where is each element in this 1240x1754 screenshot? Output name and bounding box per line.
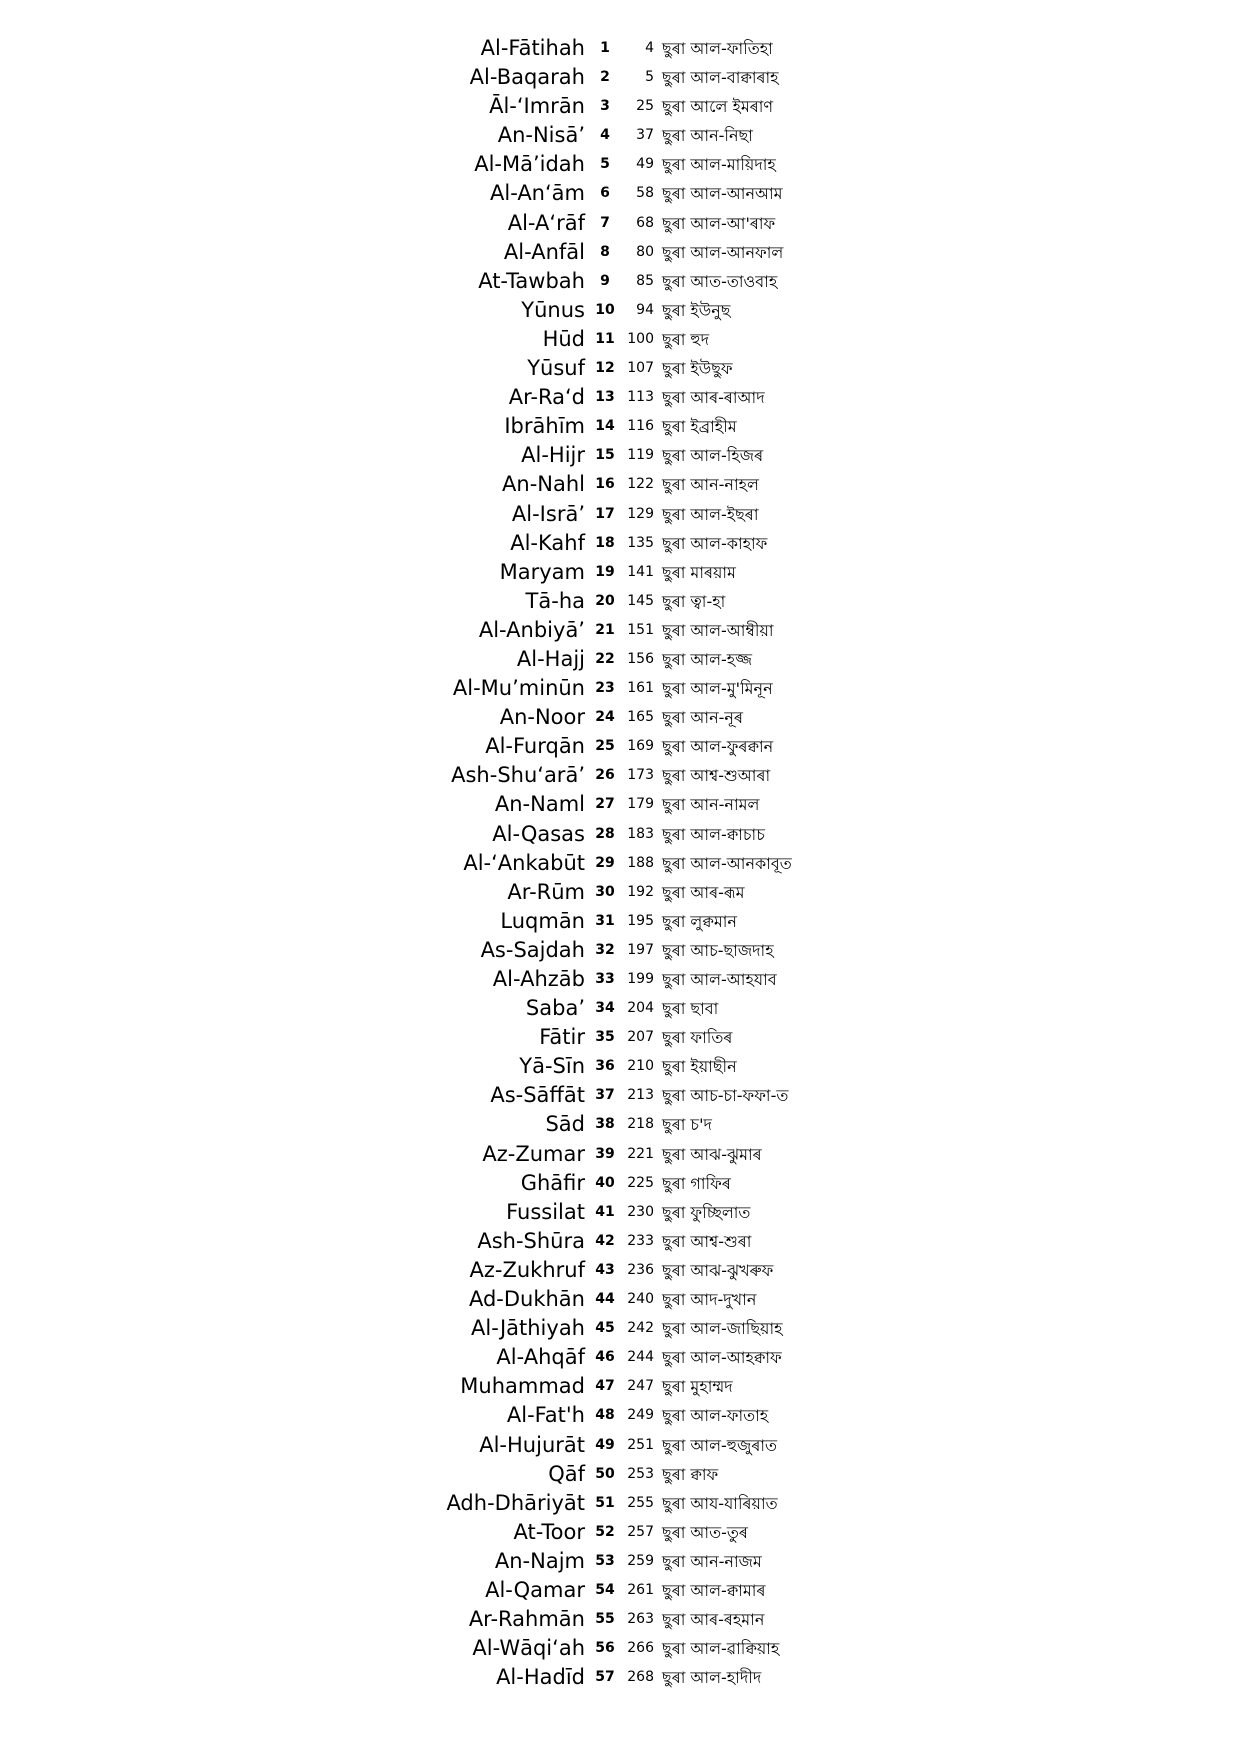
index-row bbox=[0, 1372, 1240, 1401]
surah-name: Al-Qasas bbox=[492, 821, 585, 846]
index-row bbox=[0, 1518, 1240, 1547]
index-row bbox=[0, 209, 1240, 238]
page-number: 253 bbox=[627, 1465, 654, 1482]
surah-number: 34 bbox=[595, 1000, 615, 1017]
page-number: 251 bbox=[627, 1436, 654, 1453]
surah-local-name: ছুৰা লুক্বমান bbox=[662, 911, 737, 931]
surah-number: 48 bbox=[595, 1407, 615, 1424]
surah-number: 41 bbox=[595, 1203, 615, 1220]
surah-number: 42 bbox=[595, 1232, 615, 1249]
page-number: 151 bbox=[627, 621, 654, 638]
surah-name: Al-Anbiyā’ bbox=[478, 617, 585, 642]
surah-name: Saba’ bbox=[525, 996, 585, 1021]
index-row bbox=[0, 1023, 1240, 1052]
surah-name: Fātir bbox=[539, 1025, 585, 1050]
surah-name: Al-Hadīd bbox=[496, 1665, 585, 1690]
page-number: 225 bbox=[627, 1174, 654, 1191]
surah-number: 37 bbox=[595, 1087, 615, 1104]
page-number: 129 bbox=[627, 505, 654, 522]
surah-number: 19 bbox=[595, 563, 615, 580]
index-row bbox=[0, 616, 1240, 645]
page-number: 161 bbox=[627, 680, 654, 697]
surah-local-name: ছুৰা ত্বা-হা bbox=[662, 591, 726, 611]
surah-name: Ar-Rahmān bbox=[468, 1607, 585, 1632]
index-row bbox=[0, 645, 1240, 674]
index-row bbox=[0, 1401, 1240, 1430]
surah-local-name: ছুৰা আলে ইমৰাণ bbox=[662, 97, 774, 117]
index-row bbox=[0, 1489, 1240, 1518]
surah-name: Al-Ahqāf bbox=[496, 1345, 585, 1370]
page-number: 210 bbox=[627, 1058, 654, 1075]
surah-number: 22 bbox=[595, 650, 615, 667]
index-row bbox=[0, 150, 1240, 179]
surah-number: 16 bbox=[595, 476, 615, 493]
surah-number: 10 bbox=[595, 301, 615, 318]
page-number: 173 bbox=[627, 767, 654, 784]
surah-local-name: ছুৰা আল-ফাতিহা bbox=[662, 39, 773, 58]
surah-number: 28 bbox=[595, 825, 615, 842]
index-row bbox=[0, 965, 1240, 994]
surah-local-name: ছুৰা আল-ক্বাচাচ bbox=[662, 824, 765, 844]
surah-local-name: ছুৰা আল-আনআম bbox=[662, 184, 783, 204]
index-row bbox=[0, 674, 1240, 703]
surah-local-name: ছুৰা আল-মু'মিনূন bbox=[662, 679, 773, 699]
surah-name: Fussilat bbox=[506, 1199, 585, 1224]
page-number: 255 bbox=[627, 1494, 654, 1511]
surah-number: 32 bbox=[595, 941, 615, 958]
surah-number: 26 bbox=[595, 767, 615, 784]
index-row bbox=[0, 790, 1240, 819]
page-number: 145 bbox=[627, 592, 654, 609]
page-number: 116 bbox=[627, 418, 654, 435]
surah-local-name: ছুৰা আচ-ছাজদাহ bbox=[662, 940, 774, 960]
index-row bbox=[0, 703, 1240, 732]
index-row bbox=[0, 936, 1240, 965]
surah-number: 11 bbox=[595, 330, 615, 347]
index-row bbox=[0, 907, 1240, 936]
surah-name: Al-Kahf bbox=[510, 530, 585, 555]
surah-name: Al-Fat'h bbox=[506, 1403, 585, 1428]
surah-local-name: ছুৰা ক্বাফ bbox=[662, 1464, 719, 1484]
surah-name: Al-An‘ām bbox=[490, 181, 585, 206]
index-row bbox=[0, 470, 1240, 499]
surah-number: 14 bbox=[595, 418, 615, 435]
surah-local-name: ছুৰা ইউনুছ bbox=[662, 300, 731, 320]
surah-name: Al-A‘rāf bbox=[507, 210, 585, 235]
surah-number: 52 bbox=[595, 1523, 615, 1540]
surah-name: Muhammad bbox=[460, 1374, 585, 1399]
index-row bbox=[0, 1110, 1240, 1139]
surah-number: 5 bbox=[600, 156, 610, 173]
page-number: 4 bbox=[645, 40, 654, 56]
page-number: 249 bbox=[627, 1407, 654, 1424]
surah-number: 7 bbox=[600, 214, 610, 231]
surah-name: Az-Zumar bbox=[482, 1141, 585, 1166]
surah-name: Az-Zukhruf bbox=[469, 1257, 585, 1282]
surah-name: Ash-Shūra bbox=[477, 1228, 585, 1253]
surah-local-name: ছুৰা আল-হুজুৰাত bbox=[662, 1435, 777, 1455]
index-row bbox=[0, 732, 1240, 761]
index-row bbox=[0, 500, 1240, 529]
surah-local-name: ছুৰা ইউছুফ bbox=[662, 359, 733, 379]
index-row bbox=[0, 179, 1240, 208]
surah-number: 24 bbox=[595, 709, 615, 726]
page-number: 122 bbox=[627, 476, 654, 493]
surah-name: Qāf bbox=[548, 1461, 585, 1486]
surah-name: Ibrāhīm bbox=[504, 414, 585, 439]
surah-local-name: ছুৰা চ'দ bbox=[662, 1115, 712, 1135]
surah-name: Yā-Sīn bbox=[519, 1054, 585, 1079]
surah-number: 27 bbox=[595, 796, 615, 813]
page-number: 218 bbox=[627, 1116, 654, 1133]
surah-local-name: ছুৰা আচ-চা-ফফা-ত bbox=[662, 1086, 789, 1106]
page-number: 58 bbox=[636, 185, 654, 202]
surah-number: 31 bbox=[595, 912, 615, 929]
index-row bbox=[0, 1343, 1240, 1372]
page-number: 199 bbox=[627, 971, 654, 987]
surah-number: 17 bbox=[595, 505, 615, 522]
page-number: 213 bbox=[627, 1087, 654, 1104]
page-number: 263 bbox=[627, 1611, 654, 1628]
index-row bbox=[0, 1634, 1240, 1663]
index-row bbox=[0, 1576, 1240, 1605]
surah-name: Yūnus bbox=[521, 297, 585, 322]
surah-local-name: ছুৰা আল-ক্বামাৰ bbox=[662, 1580, 766, 1600]
surah-number: 29 bbox=[595, 854, 615, 871]
surah-number: 38 bbox=[595, 1116, 615, 1133]
index-row bbox=[0, 529, 1240, 558]
index-row bbox=[0, 238, 1240, 267]
index-row bbox=[0, 558, 1240, 587]
page-number: 244 bbox=[627, 1349, 654, 1366]
surah-number: 57 bbox=[595, 1669, 615, 1686]
surah-number: 6 bbox=[600, 185, 610, 202]
page-number: 188 bbox=[627, 854, 654, 871]
surah-name: An-Noor bbox=[499, 705, 585, 730]
surah-name: An-Nisā’ bbox=[497, 123, 585, 148]
surah-local-name: ছুৰা আল-বাক্বাৰাহ bbox=[662, 68, 779, 88]
index-row bbox=[0, 1198, 1240, 1227]
surah-local-name: ছুৰা আৰ-ৰাআদ bbox=[662, 388, 765, 408]
surah-local-name: ছুৰা আল-আহক্বাফ bbox=[662, 1348, 782, 1368]
surah-number: 23 bbox=[595, 680, 615, 697]
surah-number: 56 bbox=[595, 1640, 615, 1657]
surah-local-name: ছুৰা আদ-দুখান bbox=[662, 1290, 757, 1310]
index-row bbox=[0, 1605, 1240, 1634]
page-number: 230 bbox=[627, 1203, 654, 1220]
surah-number: 45 bbox=[595, 1320, 615, 1337]
surah-local-name: ছুৰা আল-কাহাফ bbox=[662, 533, 768, 553]
surah-name: Al-Hajj bbox=[516, 646, 585, 671]
surah-number: 33 bbox=[595, 971, 615, 987]
surah-local-name: ছুৰা আল-আহযাব bbox=[662, 970, 777, 989]
page-number: 80 bbox=[636, 243, 654, 260]
surah-number: 44 bbox=[595, 1291, 615, 1308]
surah-name: Tā-ha bbox=[525, 588, 585, 613]
index-row bbox=[0, 849, 1240, 878]
surah-number: 50 bbox=[595, 1465, 615, 1482]
surah-name: Al-Jāthiyah bbox=[471, 1316, 585, 1341]
page-number: 169 bbox=[627, 738, 654, 755]
surah-name: Al-Hijr bbox=[521, 443, 585, 468]
index-row bbox=[0, 92, 1240, 121]
surah-name: Al-‘Ankabūt bbox=[463, 850, 585, 875]
surah-name: Luqmān bbox=[500, 908, 585, 933]
index-row bbox=[0, 121, 1240, 150]
index-row bbox=[0, 412, 1240, 441]
surah-local-name: ছুৰা আন-নূৰ bbox=[662, 708, 743, 728]
surah-name: Al-Wāqi‘ah bbox=[472, 1636, 585, 1661]
page-number: 247 bbox=[627, 1378, 654, 1395]
surah-name: Al-Mā’idah bbox=[474, 152, 585, 177]
index-row bbox=[0, 761, 1240, 790]
index-row bbox=[0, 1285, 1240, 1314]
index-row bbox=[0, 354, 1240, 383]
page-number: 37 bbox=[636, 127, 654, 144]
surah-number: 36 bbox=[595, 1058, 615, 1075]
page-number: 242 bbox=[627, 1320, 654, 1337]
surah-number: 49 bbox=[595, 1436, 615, 1453]
page-number: 195 bbox=[627, 912, 654, 929]
surah-name: As-Sajdah bbox=[480, 937, 585, 962]
page-number: 25 bbox=[636, 98, 654, 115]
surah-number: 9 bbox=[600, 272, 610, 289]
surah-local-name: ছুৰা ছাবা bbox=[662, 999, 719, 1019]
page-number: 204 bbox=[627, 1000, 654, 1017]
page-number: 240 bbox=[627, 1291, 654, 1308]
surah-name: Al-Baqarah bbox=[469, 65, 585, 90]
surah-number: 1 bbox=[600, 40, 610, 56]
surah-number: 8 bbox=[600, 243, 610, 260]
surah-local-name: ছুৰা আল-ৱাক্বিয়াহ bbox=[662, 1639, 780, 1659]
surah-local-name: ছুৰা মাৰয়াম bbox=[662, 562, 736, 582]
index-row bbox=[0, 1052, 1240, 1081]
index-row bbox=[0, 325, 1240, 354]
page-number: 100 bbox=[627, 330, 654, 347]
surah-name: As-Sāffāt bbox=[490, 1083, 585, 1108]
surah-name: Ar-Ra‘d bbox=[508, 385, 585, 410]
surah-local-name: ছুৰা আশ্ব-শুৰা bbox=[662, 1231, 752, 1251]
surah-number: 30 bbox=[595, 883, 615, 900]
surah-local-name: ছুৰা গাফিৰ bbox=[662, 1173, 731, 1193]
surah-name: An-Naml bbox=[494, 792, 585, 817]
surah-local-name: ছুৰা আল-ইছৰা bbox=[662, 504, 759, 524]
surah-name: Al-Qamar bbox=[485, 1577, 585, 1602]
page-number: 183 bbox=[627, 825, 654, 842]
surah-number: 35 bbox=[595, 1029, 615, 1046]
surah-name: Al-Ahzāb bbox=[492, 967, 585, 991]
surah-index-table bbox=[0, 34, 1240, 1692]
surah-number: 53 bbox=[595, 1552, 615, 1569]
index-row bbox=[0, 1140, 1240, 1169]
surah-number: 21 bbox=[595, 621, 615, 638]
surah-local-name: ছুৰা আল-ফুৰক্বান bbox=[662, 737, 774, 757]
surah-name: Yūsuf bbox=[527, 356, 585, 381]
surah-local-name: ছুৰা আত-তুৰ bbox=[662, 1522, 748, 1542]
surah-number: 3 bbox=[600, 98, 610, 115]
surah-number: 54 bbox=[595, 1581, 615, 1598]
surah-name: Al-Furqān bbox=[485, 734, 585, 759]
page-number: 85 bbox=[636, 272, 654, 289]
surah-name: Sād bbox=[545, 1112, 585, 1137]
surah-local-name: ছুৰা আল-আ'ৰাফ bbox=[662, 213, 776, 233]
index-row bbox=[0, 267, 1240, 296]
page-number: 236 bbox=[627, 1261, 654, 1278]
surah-number: 55 bbox=[595, 1611, 615, 1628]
surah-local-name: ছুৰা আঝ-ঝুমাৰ bbox=[662, 1144, 762, 1164]
page-number: 261 bbox=[627, 1581, 654, 1598]
surah-number: 15 bbox=[595, 447, 615, 464]
surah-number: 13 bbox=[595, 389, 615, 406]
surah-local-name: ছুৰা আশ্ব-শুআৰা bbox=[662, 766, 771, 786]
surah-name: At-Toor bbox=[513, 1519, 585, 1544]
surah-local-name: ছুৰা আল-হজ্জ bbox=[662, 649, 752, 669]
page-number: 192 bbox=[627, 883, 654, 900]
page-number: 94 bbox=[636, 301, 654, 318]
surah-local-name: ছুৰা আন-নামল bbox=[662, 795, 760, 815]
surah-number: 12 bbox=[595, 360, 615, 377]
index-row bbox=[0, 1227, 1240, 1256]
page-number: 49 bbox=[636, 156, 654, 173]
surah-local-name: ছুৰা আয-যাৰিয়াত bbox=[662, 1493, 778, 1513]
surah-local-name: ছুৰা হুদ bbox=[662, 329, 710, 349]
index-row bbox=[0, 63, 1240, 92]
index-row bbox=[0, 1314, 1240, 1343]
surah-number: 46 bbox=[595, 1349, 615, 1366]
index-row bbox=[0, 34, 1240, 63]
surah-number: 25 bbox=[595, 738, 615, 755]
surah-number: 2 bbox=[600, 69, 610, 86]
surah-name: Ad-Dukhān bbox=[468, 1287, 585, 1312]
index-row bbox=[0, 441, 1240, 470]
page-number: 141 bbox=[627, 563, 654, 580]
surah-local-name: ছুৰা ইয়াছীন bbox=[662, 1057, 737, 1077]
surah-local-name: ছুৰা ফাতিৰ bbox=[662, 1028, 733, 1048]
page-number: 135 bbox=[627, 534, 654, 551]
page-number: 179 bbox=[627, 796, 654, 813]
surah-local-name: ছুৰা আল-আনকাবূত bbox=[662, 853, 792, 873]
page-number: 165 bbox=[627, 709, 654, 726]
index-row bbox=[0, 994, 1240, 1023]
surah-local-name: ছুৰা ফুচ্ছিলাত bbox=[662, 1202, 751, 1222]
surah-local-name: ছুৰা মুহাম্মদ bbox=[662, 1377, 733, 1397]
surah-local-name: ছুৰা আৰ-ৰূম bbox=[662, 882, 745, 902]
surah-name: Al-Isrā’ bbox=[511, 501, 585, 526]
surah-local-name: ছুৰা আল-আনফাল bbox=[662, 242, 784, 262]
surah-number: 51 bbox=[595, 1494, 615, 1511]
page-number: 257 bbox=[627, 1523, 654, 1540]
surah-local-name: ছুৰা আল-আম্বীয়া bbox=[662, 620, 774, 640]
surah-name: At-Tawbah bbox=[478, 268, 585, 293]
surah-name: Al-Mu’minūn bbox=[452, 676, 585, 701]
index-row bbox=[0, 383, 1240, 412]
page-number: 197 bbox=[627, 941, 654, 958]
surah-number: 4 bbox=[600, 127, 610, 144]
surah-name: An-Najm bbox=[494, 1548, 585, 1573]
page-number: 119 bbox=[627, 447, 654, 464]
surah-local-name: ছুৰা আন-নিছা bbox=[662, 126, 753, 146]
surah-local-name: ছুৰা আল-জাছিয়াহ bbox=[662, 1319, 783, 1339]
index-row bbox=[0, 1081, 1240, 1110]
index-row bbox=[0, 1663, 1240, 1692]
surah-name: Ar-Rūm bbox=[507, 879, 585, 904]
page-number: 259 bbox=[627, 1552, 654, 1569]
index-row bbox=[0, 587, 1240, 616]
surah-name: Hūd bbox=[542, 326, 585, 351]
index-row bbox=[0, 1431, 1240, 1460]
surah-local-name: ছুৰা আৰ-ৰহমান bbox=[662, 1610, 765, 1630]
page-number: 107 bbox=[627, 360, 654, 377]
index-row bbox=[0, 878, 1240, 907]
surah-name: An-Nahl bbox=[502, 472, 585, 497]
surah-name: Maryam bbox=[499, 559, 585, 584]
surah-number: 47 bbox=[595, 1378, 615, 1395]
surah-local-name: ছুৰা আল-ফাতাহ bbox=[662, 1406, 769, 1426]
page-number: 68 bbox=[636, 214, 654, 231]
surah-name: Al-Hujurāt bbox=[479, 1432, 585, 1457]
index-row bbox=[0, 1547, 1240, 1576]
surah-name: Adh-Dhāriyāt bbox=[446, 1490, 585, 1515]
surah-number: 18 bbox=[595, 534, 615, 551]
surah-number: 20 bbox=[595, 592, 615, 609]
surah-local-name: ছুৰা আত-তাওবাহ bbox=[662, 271, 778, 291]
surah-name: Al-Anfāl bbox=[503, 239, 585, 264]
index-row bbox=[0, 296, 1240, 325]
page-number: 266 bbox=[627, 1640, 654, 1657]
page-number: 233 bbox=[627, 1232, 654, 1249]
surah-number: 40 bbox=[595, 1174, 615, 1191]
page-number: 268 bbox=[627, 1669, 654, 1686]
surah-name: Āl-‘Imrān bbox=[489, 94, 585, 119]
surah-local-name: ছুৰা আন-নাহল bbox=[662, 475, 759, 495]
surah-local-name: ছুৰা ইব্ৰাহীম bbox=[662, 417, 737, 437]
page-number: 113 bbox=[627, 389, 654, 406]
surah-local-name: ছুৰা আল-হাদীদ bbox=[662, 1668, 762, 1688]
index-row bbox=[0, 1256, 1240, 1285]
page-number: 156 bbox=[627, 650, 654, 667]
index-row bbox=[0, 1169, 1240, 1198]
surah-number: 39 bbox=[595, 1145, 615, 1162]
index-row bbox=[0, 1460, 1240, 1489]
index-row bbox=[0, 820, 1240, 849]
page-number: 5 bbox=[645, 69, 654, 86]
page-number: 221 bbox=[627, 1145, 654, 1162]
surah-local-name: ছুৰা আন-নাজম bbox=[662, 1551, 762, 1571]
surah-name: Ghāfir bbox=[520, 1170, 585, 1195]
page-number: 207 bbox=[627, 1029, 654, 1046]
surah-name: Ash-Shu‘arā’ bbox=[451, 763, 585, 788]
surah-local-name: ছুৰা আঝ-ঝুখৰুফ bbox=[662, 1260, 774, 1280]
surah-local-name: ছুৰা আল-হিজৰ bbox=[662, 446, 764, 466]
surah-name: Al-Fātihah bbox=[480, 36, 585, 60]
surah-local-name: ছুৰা আল-মায়িদাহ bbox=[662, 155, 776, 175]
surah-number: 43 bbox=[595, 1261, 615, 1278]
